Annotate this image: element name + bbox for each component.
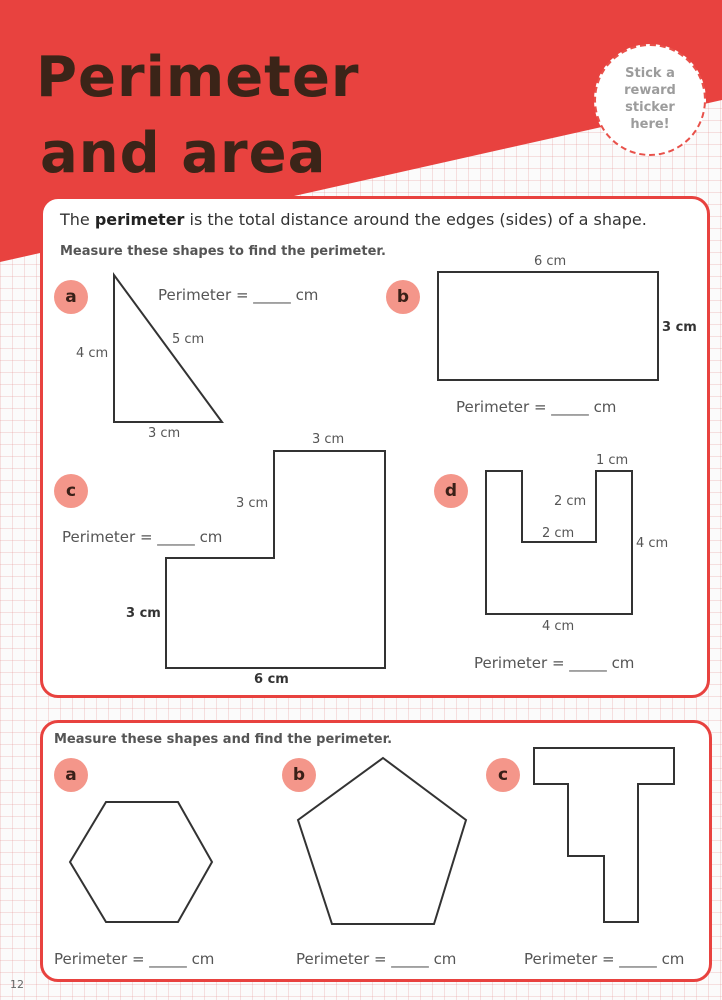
shape-a-badge: a xyxy=(54,280,88,314)
shape-d-perimeter-field[interactable]: Perimeter = _____ cm xyxy=(474,654,635,672)
page-number: 12 xyxy=(10,978,24,991)
page-title-line-2: and area xyxy=(40,121,327,186)
shape-d-inner-vertical-label: 2 cm xyxy=(554,494,587,509)
shape-a-hyp-label: 5 cm xyxy=(172,332,205,347)
perimeter-term: perimeter xyxy=(94,210,185,229)
shape-c-perimeter-field[interactable]: Perimeter = _____ cm xyxy=(62,528,223,546)
section-1-instruction: Measure these shapes to find the perimeter. xyxy=(60,244,386,259)
perimeter-panel-2 xyxy=(40,720,712,982)
shape-c-badge: c xyxy=(54,474,88,508)
shape-2c-badge: c xyxy=(486,758,520,792)
perimeter-panel-1 xyxy=(40,196,710,698)
section-2-instruction: Measure these shapes and find the perimeter. xyxy=(54,732,393,747)
shape-a-bottom-label: 3 cm xyxy=(148,426,181,441)
shape-d-inner-horizontal-label: 2 cm xyxy=(542,526,575,541)
shape-2a-badge: a xyxy=(54,758,88,792)
shape-c-left-label: 3 cm xyxy=(126,606,161,621)
shape-b-perimeter-field[interactable]: Perimeter = _____ cm xyxy=(456,398,617,416)
sticker-text: Stick a reward sticker here! xyxy=(624,66,676,132)
shape-2a-perimeter-field[interactable]: Perimeter = _____ cm xyxy=(54,950,215,968)
page-title-line-1: Perimeter xyxy=(36,45,360,110)
shape-d-badge: d xyxy=(434,474,468,508)
shape-c-step-label: 3 cm xyxy=(236,496,269,511)
shape-a-perimeter-field[interactable]: Perimeter = _____ cm xyxy=(158,286,319,304)
shape-d-top-label: 1 cm xyxy=(596,453,629,468)
shape-a-left-label: 4 cm xyxy=(76,346,109,361)
perimeter-definition: The perimeter is the total distance around the edges (sides) of a shape. xyxy=(60,210,647,229)
shape-b-top-label: 6 cm xyxy=(534,254,567,269)
shape-d-right-label: 4 cm xyxy=(636,536,669,551)
shape-b-right-label: 3 cm xyxy=(662,320,697,335)
shape-2b-perimeter-field[interactable]: Perimeter = _____ cm xyxy=(296,950,457,968)
shape-b-badge: b xyxy=(386,280,420,314)
reward-sticker-placeholder xyxy=(594,44,706,156)
shape-c-bottom-label: 6 cm xyxy=(254,672,289,687)
shape-2c-perimeter-field[interactable]: Perimeter = _____ cm xyxy=(524,950,685,968)
shape-d-bottom-label: 4 cm xyxy=(542,619,575,634)
shape-c-top-label: 3 cm xyxy=(312,432,345,447)
shape-2b-badge: b xyxy=(282,758,316,792)
